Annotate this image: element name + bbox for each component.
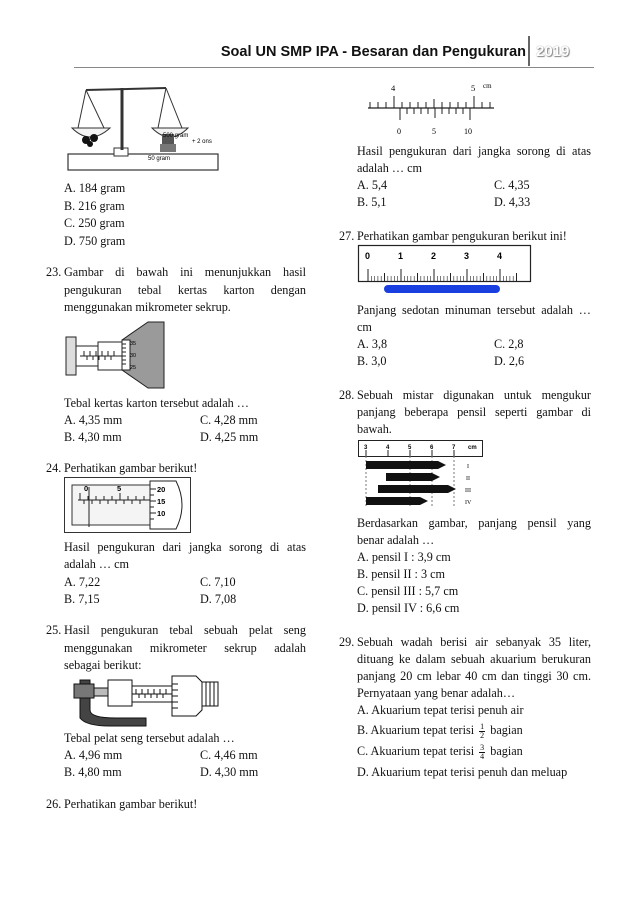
- q22-option-a[interactable]: A. 184 gram: [64, 181, 126, 195]
- vernier-caliper-figure-q26: [366, 78, 496, 138]
- q25-line-3: sebagai berikut:: [64, 658, 142, 672]
- q28-ruler-3: 3: [364, 445, 368, 451]
- q23-line-1: Gambar di bawah ini menunjukkan hasil: [64, 265, 306, 279]
- q28-ruler-cm: cm: [468, 445, 477, 451]
- ruler-straw-figure-q27: [358, 245, 532, 295]
- q24-thimble-20: 20: [157, 485, 166, 494]
- q22-option-d[interactable]: D. 750 gram: [64, 234, 126, 248]
- q29-option-c[interactable]: [357, 740, 523, 762]
- q24-main-label-5: 5: [117, 484, 122, 493]
- q23-option-d[interactable]: D. 4,25 mm: [200, 430, 259, 444]
- q23-scale-35: 35: [130, 341, 137, 347]
- q27-line-1: Panjang sedotan minuman tersebut adalah …: [357, 303, 591, 317]
- q24-option-c[interactable]: C. 7,10: [200, 575, 236, 589]
- header-title: Soal UN SMP IPA - Besaran dan Pengukuran: [220, 44, 526, 60]
- q28-pencil-label-1: I: [467, 464, 469, 470]
- header-year: 2019: [536, 43, 570, 60]
- q27-ruler-label-4: 4: [497, 251, 503, 261]
- q24-option-d[interactable]: D. 7,08: [200, 592, 237, 606]
- q29-option-a[interactable]: A. Akuarium tepat terisi penuh air: [357, 703, 524, 717]
- q27-ruler-label-3: 3: [464, 251, 470, 261]
- q27-ruler-label-2: 2: [431, 251, 437, 261]
- q25-line-1: Hasil pengukuran tebal sebuah pelat seng: [64, 623, 306, 637]
- q24-title: Perhatikan gambar berikut!: [64, 461, 198, 475]
- q25-option-c[interactable]: C. 4,46 mm: [200, 748, 258, 762]
- q28-stem-line-2: benar adalah …: [357, 533, 435, 547]
- q28-line-2: panjang beberapa pensil seperti gambar di: [357, 405, 591, 419]
- q25-option-a[interactable]: A. 4,96 mm: [64, 748, 123, 762]
- label-500-gram: 500 gram: [163, 133, 189, 139]
- q27-ruler-label-1: 1: [398, 251, 404, 261]
- q28-ruler-5: 5: [408, 445, 412, 451]
- q27-option-c[interactable]: C. 2,8: [494, 337, 524, 351]
- q22-option-c[interactable]: C. 250 gram: [64, 216, 125, 230]
- q26-option-a[interactable]: A. 5,4: [357, 178, 388, 192]
- q28-line-3: bawah.: [357, 422, 392, 436]
- q23-option-a[interactable]: A. 4,35 mm: [64, 413, 123, 427]
- q25-stem: Tebal pelat seng tersebut adalah …: [64, 731, 235, 745]
- header-rule: [74, 67, 594, 68]
- q24-option-b[interactable]: B. 7,15: [64, 592, 100, 606]
- q26-line-2: adalah … cm: [357, 161, 422, 175]
- q24-thimble-10: 10: [157, 509, 166, 518]
- micrometer-figure-q25: [66, 670, 226, 726]
- straw: [384, 285, 500, 293]
- micrometer-figure-q23: [64, 320, 174, 390]
- q23-stem: Tebal kertas karton tersebut adalah …: [64, 396, 249, 410]
- q28-line-1: Sebuah mistar digunakan untuk mengukur: [357, 388, 591, 402]
- balance-scale-figure: [66, 78, 266, 173]
- q28-stem-line-1: Berdasarkan gambar, panjang pensil yang: [357, 516, 591, 530]
- q24-option-a[interactable]: A. 7,22: [64, 575, 101, 589]
- q23-line-3: menggunakan mikrometer sekrup.: [64, 300, 231, 314]
- q29-option-c-num: 3: [480, 742, 485, 752]
- q28-ruler-6: 6: [430, 445, 434, 451]
- q27-title: Perhatikan gambar pengukuran berikut ini!: [357, 229, 567, 243]
- q27-ruler-label-0: 0: [365, 251, 371, 261]
- q29-option-c-fraction: [479, 744, 485, 761]
- q28-pencil-label-3: III: [465, 488, 471, 494]
- q27-option-a[interactable]: A. 3,8: [357, 337, 388, 351]
- q29-option-c-suffix: bagian: [490, 744, 523, 758]
- q24-line-1: Hasil pengukuran dari jangka sorong di atas: [64, 540, 306, 554]
- q25-option-b[interactable]: B. 4,80 mm: [64, 765, 122, 779]
- q23-scale-25: 25: [130, 365, 137, 371]
- q26-vernier-label-0: 0: [397, 127, 401, 136]
- q29-option-b-prefix: B. Akuarium tepat terisi: [357, 723, 475, 737]
- q25-number: 25.: [46, 623, 62, 637]
- q23-option-c[interactable]: C. 4,28 mm: [200, 413, 258, 427]
- q24-line-2: adalah … cm: [64, 557, 129, 571]
- q24-thimble-15: 15: [157, 497, 166, 506]
- q26-main-label-4: 4: [391, 83, 396, 93]
- q28-ruler-7: 7: [452, 445, 456, 451]
- q29-number: 29.: [339, 635, 355, 649]
- micrometer-figure-q24: [64, 477, 194, 533]
- ruler-pencils-figure-q28: [358, 440, 486, 510]
- q29-option-b-num: 1: [480, 721, 485, 731]
- q28-option-b[interactable]: B. pensil II : 3 cm: [357, 567, 446, 581]
- q29-option-b-den: 2: [480, 730, 485, 740]
- q26-vernier-label-10: 10: [464, 127, 472, 136]
- q23-option-b[interactable]: B. 4,30 mm: [64, 430, 122, 444]
- q26-option-d[interactable]: D. 4,33: [494, 195, 531, 209]
- q23-scale-30: 30: [130, 353, 137, 359]
- q27-number: 27.: [339, 229, 355, 243]
- q28-option-c[interactable]: C. pensil III : 5,7 cm: [357, 584, 459, 598]
- q28-ruler-4: 4: [386, 445, 390, 451]
- q24-main-label-0: 0: [84, 484, 89, 493]
- q28-pencil-label-2: II: [466, 476, 470, 482]
- q28-pencil-label-4: IV: [465, 500, 472, 506]
- q29-line-2: dituang ke dalam sebuah akuarium berukuran: [357, 652, 591, 666]
- q28-option-a[interactable]: A. pensil I : 3,9 cm: [357, 550, 451, 564]
- q29-line-3: panjang 20 cm lebar 40 cm dan tinggi 30 cm.: [357, 669, 591, 683]
- q23-number: 23.: [46, 265, 62, 279]
- q29-option-c-prefix: C. Akuarium tepat terisi: [357, 744, 475, 758]
- q25-line-2: menggunakan mikrometer sekrup adalah: [64, 641, 306, 655]
- q26-line-1: Hasil pengukuran dari jangka sorong di atas: [357, 144, 591, 158]
- q29-option-c-den: 4: [480, 751, 485, 761]
- q27-line-2: cm: [357, 320, 372, 334]
- q24-number: 24.: [46, 461, 62, 475]
- q26-option-c[interactable]: C. 4,35: [494, 178, 530, 192]
- label-2-ons: + 2 ons: [192, 139, 212, 145]
- q27-option-b[interactable]: B. 3,0: [357, 354, 387, 368]
- q29-line-1: Sebuah wadah berisi air sebanyak 35 liter,: [357, 635, 591, 649]
- q27-option-d[interactable]: D. 2,6: [494, 354, 525, 368]
- q29-line-4: Pernyataan yang benar adalah…: [357, 686, 516, 700]
- q26-number: 26.: [46, 797, 62, 811]
- q29-option-d[interactable]: D. Akuarium tepat terisi penuh dan meluap: [357, 765, 568, 779]
- q26-title: Perhatikan gambar berikut!: [64, 797, 198, 811]
- q23-line-2: pengukuran tebal kertas karton dengan: [64, 283, 306, 297]
- q26-main-label-5: 5: [471, 83, 476, 93]
- q25-option-d[interactable]: D. 4,30 mm: [200, 765, 259, 779]
- q28-number: 28.: [339, 388, 355, 402]
- q29-option-b[interactable]: [357, 719, 523, 741]
- header-divider: [528, 36, 530, 66]
- q28-option-d[interactable]: D. pensil IV : 6,6 cm: [357, 601, 460, 615]
- q26-vernier-label-5: 5: [432, 127, 436, 136]
- q26-main-label-cm: cm: [483, 82, 492, 90]
- q26-option-b[interactable]: B. 5,1: [357, 195, 387, 209]
- label-50-gram: 50 gram: [148, 156, 171, 162]
- q22-option-b[interactable]: B. 216 gram: [64, 199, 125, 213]
- q29-option-b-fraction: [479, 723, 485, 740]
- q29-option-b-suffix: bagian: [490, 723, 523, 737]
